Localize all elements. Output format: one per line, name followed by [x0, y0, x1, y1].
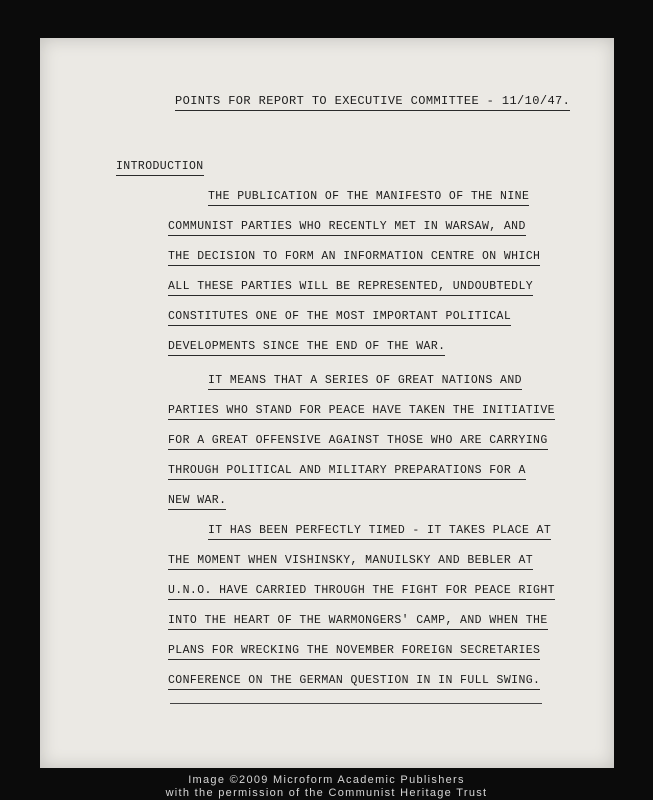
end-rule	[170, 703, 542, 704]
paragraph-2-line-1: IT MEANS THAT A SERIES OF GREAT NATIONS AND	[208, 374, 522, 390]
paragraph-1-line-1: THE PUBLICATION OF THE MANIFESTO OF THE NINE	[208, 190, 529, 206]
image-credit-line-2: with the permission of the Communist Heritage Trust	[165, 787, 488, 799]
paragraph-1-line-6: DEVELOPMENTS SINCE THE END OF THE WAR.	[168, 340, 445, 356]
paragraph-3-line-2: THE MOMENT WHEN VISHINSKY, MANUILSKY AND BEBLER AT	[168, 554, 533, 570]
section-heading: INTRODUCTION	[116, 160, 204, 176]
paragraph-3-line-6: CONFERENCE ON THE GERMAN QUESTION IN IN FULL SWING.	[168, 674, 540, 690]
paragraph-2-line-5: NEW WAR.	[168, 494, 226, 510]
paragraph-3-line-5: PLANS FOR WRECKING THE NOVEMBER FOREIGN SECRETARIES	[168, 644, 540, 660]
paragraph-2-line-4: THROUGH POLITICAL AND MILITARY PREPARATIONS FOR A	[168, 464, 526, 480]
paragraph-3-line-4: INTO THE HEART OF THE WARMONGERS' CAMP, AND WHEN THE	[168, 614, 548, 630]
document-title: POINTS FOR REPORT TO EXECUTIVE COMMITTEE - 11/10/47.	[175, 94, 570, 111]
paragraph-3-line-3: U.N.O. HAVE CARRIED THROUGH THE FIGHT FOR PEACE RIGHT	[168, 584, 555, 600]
paragraph-1-line-3: THE DECISION TO FORM AN INFORMATION CENTRE ON WHICH	[168, 250, 540, 266]
image-credit-line-1: Image ©2009 Microform Academic Publishers	[188, 774, 465, 786]
document-page	[40, 38, 614, 768]
paragraph-3-line-1: IT HAS BEEN PERFECTLY TIMED - IT TAKES PLACE AT	[208, 524, 551, 540]
paragraph-1-line-2: COMMUNIST PARTIES WHO RECENTLY MET IN WARSAW, AND	[168, 220, 526, 236]
paragraph-2-line-3: FOR A GREAT OFFENSIVE AGAINST THOSE WHO ARE CARRYING	[168, 434, 548, 450]
paragraph-1-line-4: ALL THESE PARTIES WILL BE REPRESENTED, UNDOUBTEDLY	[168, 280, 533, 296]
paragraph-2-line-2: PARTIES WHO STAND FOR PEACE HAVE TAKEN THE INITIATIVE	[168, 404, 555, 420]
paragraph-1-line-5: CONSTITUTES ONE OF THE MOST IMPORTANT POLITICAL	[168, 310, 511, 326]
